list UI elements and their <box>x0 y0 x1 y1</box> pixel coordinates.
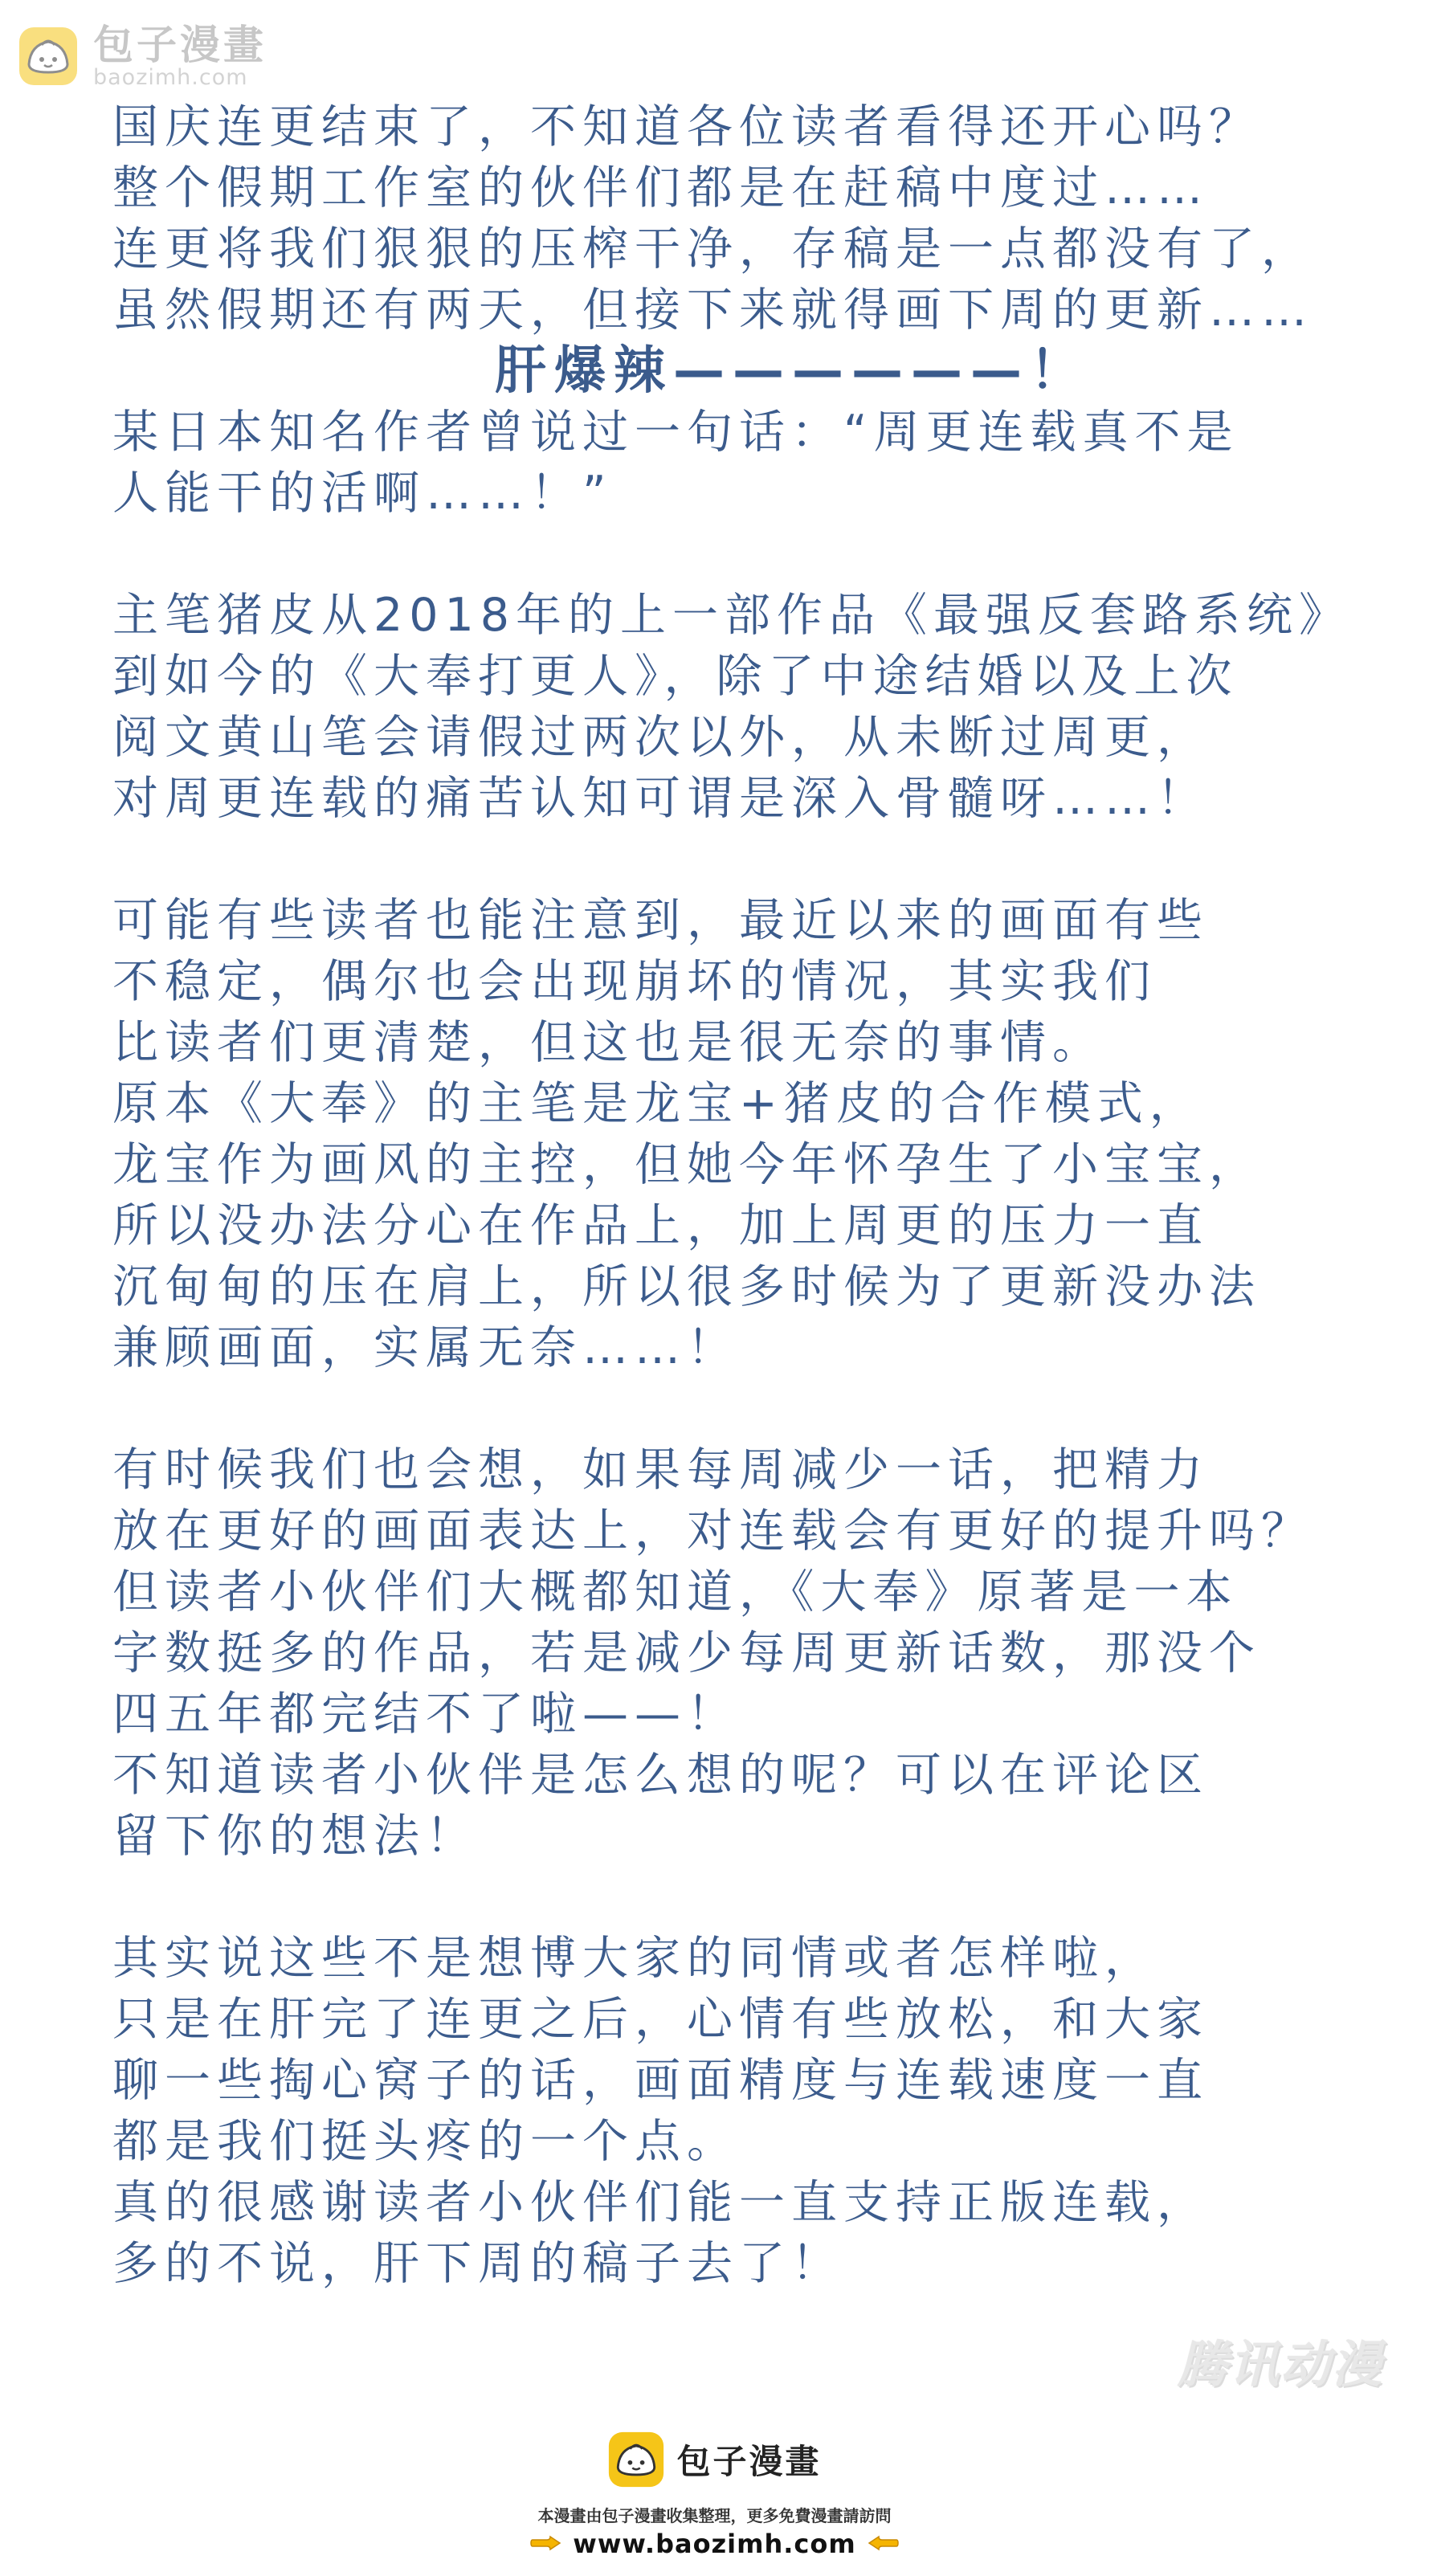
paragraph-gap <box>112 829 1349 890</box>
footer-description: 本漫畫由包子漫畫收集整理，更多免費漫畫請訪問 <box>537 2506 892 2525</box>
paragraph-gap <box>112 1378 1349 1439</box>
letter-line: 整个假期工作室的伙伴们都是在赶稿中度过…… <box>112 161 1209 214</box>
letter-line: 但读者小伙伴们大概都知道，《大奉》原著是一本 <box>112 1566 1239 1619</box>
watermark-url: baozimh.com <box>93 64 248 90</box>
letter-line: 所以没办法分心在作品上，加上周更的压力一直 <box>112 1199 1209 1252</box>
letter-line: 不知道读者小伙伴是怎么想的呢？可以在评论区 <box>112 1749 1209 1802</box>
paragraph-gap <box>112 524 1349 585</box>
letter-line: 到如今的《大奉打更人》，除了中途结婚以及上次 <box>112 650 1239 703</box>
letter-line: 比读者们更清楚，但这也是很无奈的事情。 <box>112 1016 1104 1069</box>
letter-line: 国庆连更结束了，不知道各位读者看得还开心吗？ <box>112 100 1261 153</box>
letter-line: 某日本知名作者曾说过一句话：“周更连载真不是 <box>112 406 1239 459</box>
author-letter <box>112 96 1352 2294</box>
letter-line: 不稳定，偶尔也会出现崩坏的情况，其实我们 <box>112 955 1157 1008</box>
site-watermark <box>18 24 267 89</box>
letter-line: 字数挺多的作品，若是减少每周更新话数，那没个 <box>112 1627 1261 1680</box>
letter-line: 放在更好的画面表达上，对连载会有更好的提升吗？ <box>112 1504 1313 1557</box>
letter-line: 人能干的活啊……！” <box>112 467 613 520</box>
pointing-hand-left-icon <box>868 2532 900 2556</box>
letter-line: 聊一些掏心窝子的话，画面精度与连载速度一直 <box>112 2054 1209 2107</box>
letter-line: 龙宝作为画风的主控，但她今年怀孕生了小宝宝， <box>112 1138 1261 1191</box>
footer-site-link[interactable]: www.baozimh.com <box>573 2529 856 2559</box>
letter-line: 留下你的想法！ <box>112 1810 478 1863</box>
letter-line: 原本《大奉》的主笔是龙宝+猪皮的合作模式， <box>112 1077 1202 1130</box>
letter-line: 都是我们挺头疼的一个点。 <box>112 2115 739 2168</box>
watermark-name: 包子漫畫 <box>93 22 267 68</box>
pointing-hand-right-icon <box>529 2532 561 2556</box>
letter-line: 对周更连载的痛苦认知可谓是深入骨髓呀……！ <box>112 772 1209 825</box>
letter-line: 兼顾画面，实属无奈……！ <box>112 1321 739 1374</box>
letter-line: 四五年都完结不了啦——！ <box>112 1688 739 1741</box>
letter-line: 可能有些读者也能注意到，最近以来的画面有些 <box>112 894 1209 947</box>
site-footer <box>0 2426 1429 2576</box>
letter-line: 沉甸甸的压在肩上，所以很多时候为了更新没办法 <box>112 1260 1261 1313</box>
letter-line: 多的不说，肝下周的稿子去了！ <box>112 2237 843 2290</box>
letter-line: 只是在肝完了连更之后，心情有些放松，和大家 <box>112 1993 1209 2046</box>
letter-line: 阅文黄山笔会请假过两次以外，从未断过周更， <box>112 711 1209 764</box>
letter-line: 有时候我们也会想，如果每周减少一话，把精力 <box>112 1443 1209 1496</box>
tencent-comic-watermark: 腾讯动漫 <box>1178 2335 1384 2394</box>
bun-mascot-icon <box>607 2431 665 2488</box>
letter-line: 其实说这些不是想博大家的同情或者怎样啦， <box>112 1932 1157 1985</box>
footer-brand <box>0 2431 1429 2488</box>
letter-line: 连更将我们狠狠的压榨干净，存稿是一点都没有了， <box>112 222 1313 276</box>
paragraph-gap <box>112 1867 1349 1928</box>
letter-line: 真的很感谢读者小伙伴们能一直支持正版连载， <box>112 2176 1209 2229</box>
bun-mascot-icon <box>18 26 79 87</box>
footer-url-row <box>0 2529 1429 2559</box>
footer-brand-name: 包子漫畫 <box>676 2442 822 2481</box>
letter-line: 主笔猪皮从2018年的上一部作品《最强反套路系统》 <box>112 589 1352 642</box>
letter-exclamation: 肝爆辣——————！ <box>495 341 1089 401</box>
letter-line: 虽然假期还有两天，但接下来就得画下周的更新…… <box>112 284 1313 337</box>
